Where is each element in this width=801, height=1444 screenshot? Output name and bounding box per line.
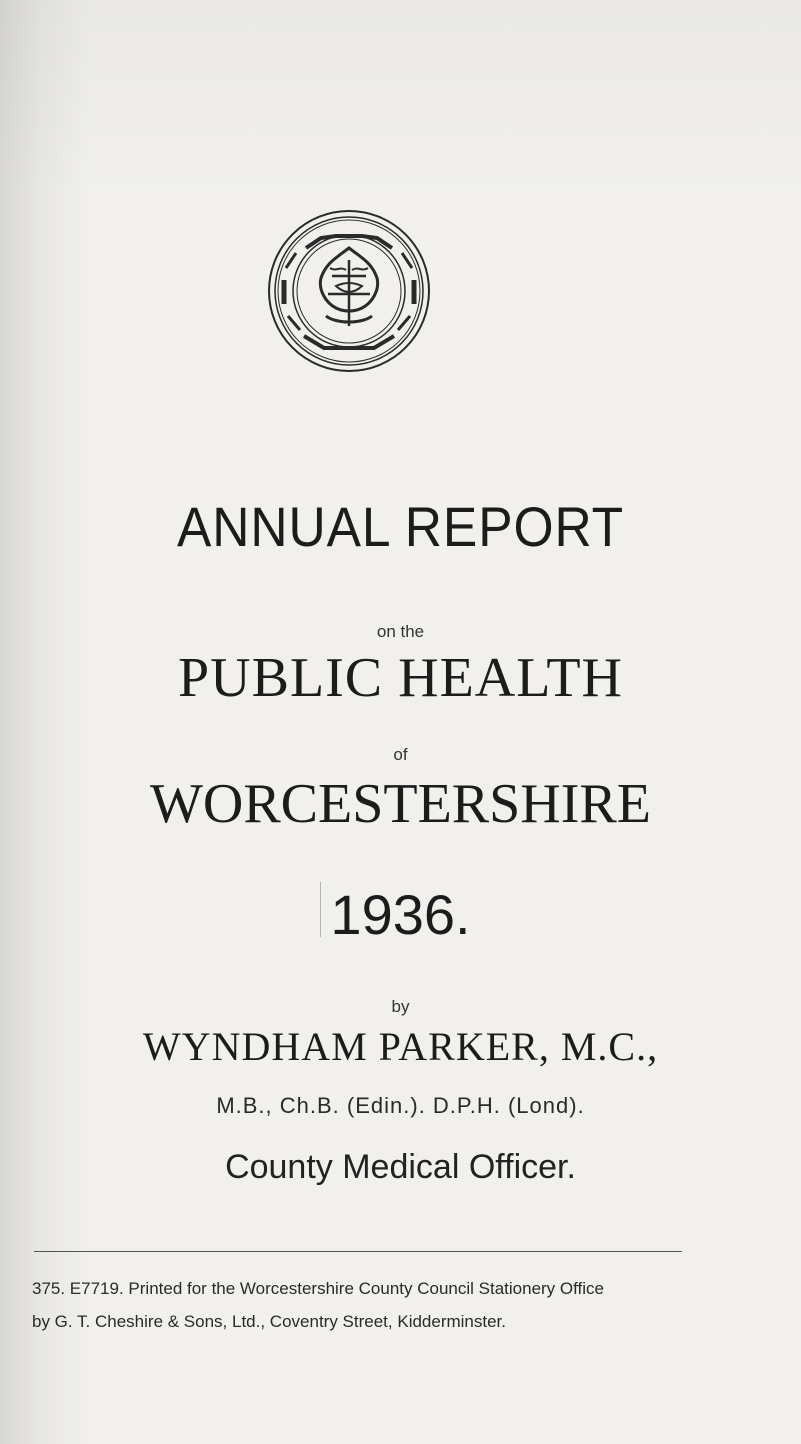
report-subject: PUBLIC HEALTH: [178, 647, 623, 709]
author-role: County Medical Officer.: [225, 1148, 576, 1186]
author-degrees: M.B., Ch.B. (Edin.). D.P.H. (Lond).: [216, 1093, 585, 1118]
divider-rule: [34, 1251, 682, 1252]
connector-on-the: on the: [376, 622, 425, 641]
connector-of: of: [393, 745, 408, 764]
report-year: 1936.: [330, 883, 471, 946]
author-name: WYNDHAM PARKER, M.C.,: [142, 1024, 659, 1069]
connector-by: by: [391, 997, 410, 1016]
report-title: ANNUAL REPORT: [176, 495, 625, 558]
imprint-line-2: by G. T. Cheshire & Sons, Ltd., Coventry Street, Kidderminster.: [32, 1312, 507, 1331]
county-seal-icon: [266, 208, 432, 374]
county-name: WORCESTERSHIRE: [150, 773, 651, 835]
imprint-line-1: 375. E7719. Printed for the Worcestershire County Council Stationery Office: [32, 1279, 604, 1298]
